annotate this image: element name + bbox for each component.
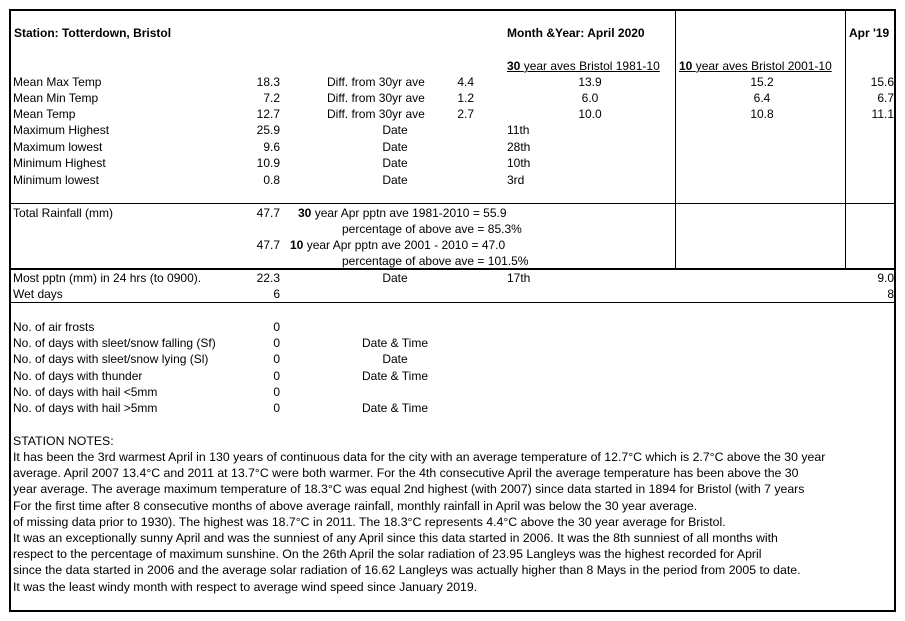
- event-row-label: No. of days with thunder: [13, 368, 143, 383]
- note-line: since the data started in 2006 and the average solar radiation of 16.62 Langleys was actually higher than 8 Mays in the period from 2005 to date.: [13, 563, 801, 578]
- temp-row-diff: 4.4: [457, 75, 474, 89]
- ave10-header: 10 year aves Bristol 2001-10: [679, 59, 832, 73]
- prev-year-title: Apr '19: [849, 26, 890, 40]
- temp-row-prev: 11.1: [871, 107, 894, 121]
- rain-pct10: percentage of above ave = 101.5%: [342, 254, 529, 268]
- temp-row-value: 12.7: [256, 107, 280, 121]
- rain-ave10-years: 10: [290, 238, 304, 252]
- rain-label: Total Rainfall (mm): [13, 206, 114, 220]
- event-row-label: No. of air frosts: [13, 320, 95, 334]
- extreme-row-label: Minimum Highest: [13, 156, 106, 170]
- temp-row-ave10: 15.2: [750, 75, 774, 89]
- most-pptn-prev: 9.0: [877, 271, 894, 285]
- extreme-row-date-label: Date: [382, 123, 408, 137]
- extreme-row-value: 9.6: [263, 139, 280, 154]
- event-row-extra: Date: [382, 352, 408, 367]
- event-row-value: 0: [273, 368, 280, 383]
- month-year-title: Month &Year: April 2020: [507, 26, 645, 40]
- rain-ave30-years: 30: [298, 206, 312, 220]
- temp-row-ave30: 10.0: [578, 107, 602, 121]
- extreme-row-date: 28th: [507, 139, 531, 154]
- extreme-row-date-label: Date: [382, 156, 408, 170]
- extreme-row-date: 10th: [507, 156, 531, 170]
- most-pptn-date-label: Date: [382, 271, 408, 285]
- note-line: It was the least windy month with respect to average wind speed since January 2019.: [13, 579, 478, 594]
- temp-row-value: 18.3: [256, 75, 280, 89]
- notes-title: STATION NOTES:: [13, 434, 114, 448]
- rain-pct30: percentage of above ave = 85.3%: [342, 222, 522, 236]
- extreme-row-date: 3rd: [507, 172, 525, 187]
- most-pptn-label: Most pptn (mm) in 24 hrs (to 0900).: [13, 271, 202, 285]
- rain-ave30-text: year Apr pptn ave 1981-2010 = 55.9: [314, 206, 507, 220]
- event-row-value: 0: [273, 336, 280, 351]
- event-row-extra: Date & Time: [361, 336, 429, 351]
- divider: [9, 203, 896, 204]
- note-line: of missing data prior to 1930). The highest was 18.7°C in 2011. The 18.3°C represents 4.4°C above the 30 year average for Bristol.: [13, 514, 726, 529]
- wet-days-label: Wet days: [13, 287, 63, 301]
- extreme-row-label: Minimum lowest: [13, 172, 100, 187]
- temp-row-prev: 6.7: [877, 91, 894, 105]
- extreme-row-value: 25.9: [256, 123, 280, 137]
- extreme-row-value: 10.9: [256, 156, 280, 170]
- note-line: respect to the percentage of maximum sunshine. On the 26th April the solar radiation of 23.95 Langleys was the highest recorded for April: [13, 547, 762, 562]
- extreme-row-label: Maximum Highest: [13, 123, 110, 137]
- event-row-label: No. of days with hail >5mm: [13, 401, 158, 415]
- ave30-header-text: year aves Bristol 1981-10: [523, 59, 660, 73]
- extreme-row-date-label: Date: [382, 172, 408, 187]
- most-pptn-value: 22.3: [256, 271, 280, 285]
- temp-row-ave10: 6.4: [753, 91, 771, 105]
- event-row-extra: Date & Time: [361, 401, 429, 415]
- event-row-label: No. of days with hail <5mm: [13, 384, 158, 399]
- event-row-label: No. of days with sleet/snow lying (Sl): [13, 352, 209, 367]
- station-title: Station: Totterdown, Bristol: [14, 26, 172, 40]
- extreme-row-value: 0.8: [263, 172, 280, 187]
- temp-row-prev: 15.6: [870, 75, 894, 89]
- temp-row-value: 7.2: [263, 91, 280, 105]
- temp-row-ave30: 6.0: [581, 91, 599, 105]
- temp-row-label: Mean Temp: [13, 107, 76, 121]
- most-pptn-date: 17th: [507, 271, 531, 285]
- temp-row-ave10: 10.8: [750, 107, 774, 121]
- event-row-value: 0: [273, 401, 280, 415]
- divider: [845, 10, 846, 270]
- note-line: year average. The average maximum temperature of 18.3°C was equal 2nd highest (with 2007) since data started in 1894 for Bristol (with 7 years: [13, 482, 805, 497]
- note-line: It was an exceptionally sunny April and was the sunniest of any April since this data started in 2006. It was the 8th sunniest of all months with: [13, 531, 778, 545]
- event-row-value: 0: [273, 352, 280, 367]
- extreme-row-date: 11th: [507, 123, 530, 137]
- ave30-header: 30 year aves Bristol 1981-10: [507, 59, 660, 73]
- temp-row-diff: 2.7: [457, 107, 474, 121]
- rain-ave10: [290, 237, 505, 253]
- extreme-row-date-label: Date: [382, 139, 408, 154]
- rain-ave10-text: year Apr pptn ave 2001 - 2010 = 47.0: [306, 238, 506, 252]
- rain-value: 47.7: [256, 206, 280, 220]
- event-row-label: No. of days with sleet/snow falling (Sf): [13, 336, 216, 351]
- event-row-extra: Date & Time: [361, 368, 429, 383]
- rain-ave30: [298, 205, 507, 221]
- extreme-row-label: Maximum lowest: [13, 139, 103, 154]
- ave10-header-text: year aves Bristol 2001-10: [695, 59, 832, 73]
- event-row-value: 0: [273, 384, 280, 399]
- temp-row-label: Mean Min Temp: [13, 91, 99, 105]
- temp-row-diff-label: Diff. from 30yr ave: [327, 107, 425, 121]
- event-row-value: 0: [273, 320, 280, 334]
- temp-row-diff: 1.2: [457, 91, 474, 105]
- rain-value2: 47.7: [256, 238, 280, 252]
- wet-days-prev: 8: [887, 287, 894, 301]
- divider: [675, 10, 676, 270]
- note-line: average. April 2007 13.4°C and 2011 at 13.7°C were both warmer. For the 4th consecutive April the average temperature has been above the 30: [13, 466, 799, 481]
- temp-row-diff-label: Diff. from 30yr ave: [327, 75, 425, 89]
- divider: [9, 302, 896, 303]
- wet-days-value: 6: [273, 287, 280, 301]
- note-line: It has been the 3rd warmest April in 130 years of continuous data for the city with an average temperature of 12.7°C which is 2.7°C above the 30 year: [13, 450, 826, 464]
- temp-row-ave30: 13.9: [578, 75, 602, 89]
- temp-row-label: Mean Max Temp: [13, 75, 102, 89]
- temp-row-diff-label: Diff. from 30yr ave: [327, 91, 425, 105]
- note-line: For the first time after 8 consecutive months of above average rainfall, monthly rainfall in April was below the 30 year average.: [13, 498, 698, 513]
